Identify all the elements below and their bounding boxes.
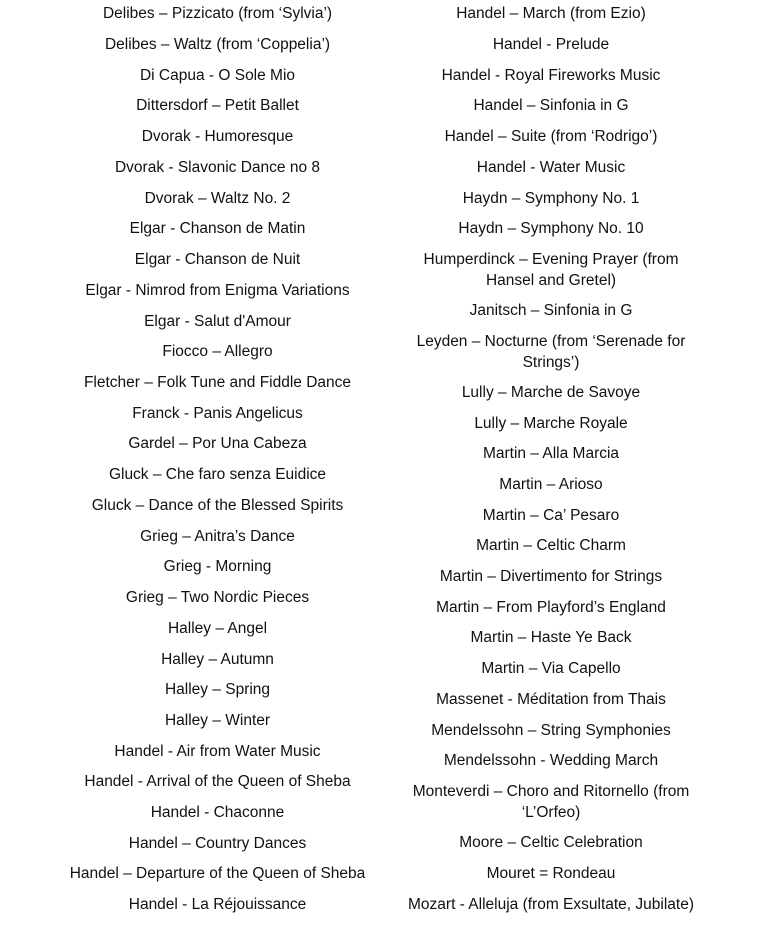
list-item: Lully – Marche de Savoye <box>461 384 641 401</box>
list-item: Massenet - Méditation from Thais <box>436 691 666 708</box>
list-item: Monteverdi – Choro and Ritornello (from ‘L’Orfeo) <box>412 783 690 821</box>
list-item: Handel - Prelude <box>492 36 610 53</box>
list-item: Grieg - Morning <box>163 558 272 575</box>
list-item: Janitsch – Sinfonia in G <box>469 302 633 319</box>
list-item: Martin – Haste Ye Back <box>470 629 632 646</box>
list-item: Martin – Ca’ Pesaro <box>482 507 620 524</box>
list-item: Martin – Arioso <box>499 476 603 493</box>
list-item: Leyden – Nocturne (from ‘Serenade for Strings’) <box>416 333 686 371</box>
list-item: Dvorak - Humoresque <box>141 128 294 145</box>
list-item: Franck - Panis Angelicus <box>132 405 303 422</box>
list-item: Grieg – Anitra’s Dance <box>140 528 295 545</box>
list-item: Handel – Departure of the Queen of Sheba <box>69 865 366 882</box>
list-item: Delibes – Pizzicato (from ‘Sylvia’) <box>102 5 333 22</box>
list-item: Martin – From Playford’s England <box>436 599 666 616</box>
list-item: Martin – Via Capello <box>481 660 621 677</box>
list-item: Mouret = Rondeau <box>486 865 616 882</box>
list-item: Mendelssohn - Wedding March <box>443 752 659 769</box>
list-item: Handel - Chaconne <box>150 804 285 821</box>
list-item: Mozart - Alleluja (from Exsultate, Jubilate) <box>408 896 694 913</box>
list-item: Halley – Spring <box>164 681 271 698</box>
list-item: Handel – Suite (from ‘Rodrigo’) <box>444 128 658 145</box>
list-item: Moore – Celtic Celebration <box>459 834 643 851</box>
list-item: Dvorak - Slavonic Dance no 8 <box>114 159 321 176</box>
list-item: Handel – Country Dances <box>128 835 307 852</box>
list-item: Handel - Arrival of the Queen of Sheba <box>84 773 351 790</box>
list-item: Martin – Celtic Charm <box>476 537 626 554</box>
list-item: Dittersdorf – Petit Ballet <box>136 97 299 114</box>
list-item: Handel – Sinfonia in G <box>473 97 629 114</box>
list-item: Mendelssohn – String Symphonies <box>431 722 671 739</box>
list-item: Martin – Alla Marcia <box>482 445 620 462</box>
list-item: Halley – Winter <box>164 712 271 729</box>
list-item: Dvorak – Waltz No. 2 <box>144 190 291 207</box>
list-item: Gluck – Dance of the Blessed Spirits <box>91 497 344 514</box>
list-item: Handel - Air from Water Music <box>114 743 321 760</box>
list-item: Gluck – Che faro senza Euidice <box>108 466 327 483</box>
list-item: Handel - Royal Fireworks Music <box>441 67 661 84</box>
list-item: Elgar - Nimrod from Enigma Variations <box>85 282 350 299</box>
list-item: Di Capua - O Sole Mio <box>139 67 296 84</box>
list-item: Handel - La Réjouissance <box>128 896 307 913</box>
list-item: Halley – Autumn <box>161 651 274 668</box>
list-item: Haydn – Symphony No. 10 <box>458 220 644 237</box>
list-item: Humperdinck – Evening Prayer (from Hansel and Gretel) <box>423 251 679 289</box>
list-item: Elgar - Chanson de Nuit <box>134 251 301 268</box>
list-item: Fiocco – Allegro <box>162 343 273 360</box>
list-item: Delibes – Waltz (from ‘Coppelia’) <box>104 36 331 53</box>
list-item: Elgar - Chanson de Matin <box>129 220 306 237</box>
list-item: Halley – Angel <box>167 620 268 637</box>
list-item: Gardel – Por Una Cabeza <box>128 435 307 452</box>
list-item: Lully – Marche Royale <box>474 415 628 432</box>
list-item: Handel – March (from Ezio) <box>456 5 646 22</box>
list-item: Grieg – Two Nordic Pieces <box>125 589 310 606</box>
list-item: Elgar - Salut d'Amour <box>144 313 291 330</box>
list-item: Haydn – Symphony No. 1 <box>462 190 640 207</box>
list-item: Martin – Divertimento for Strings <box>439 568 663 585</box>
list-item: Handel - Water Music <box>476 159 626 176</box>
list-item: Fletcher – Folk Tune and Fiddle Dance <box>83 374 352 391</box>
